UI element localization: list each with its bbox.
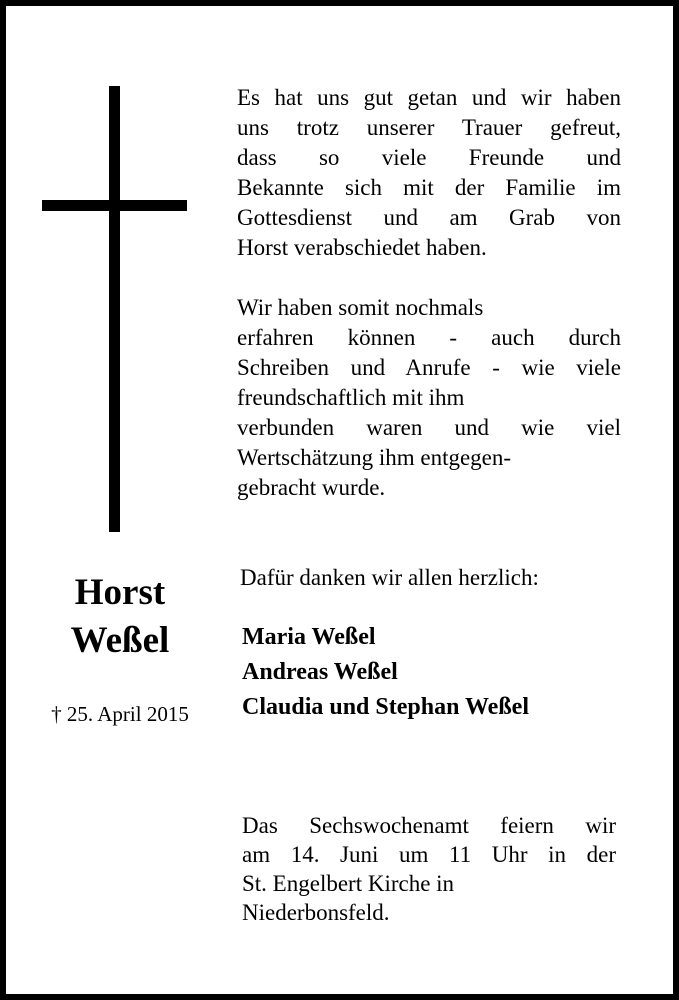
thanks-line: Dafür danken wir allen herzlich: <box>240 565 539 590</box>
text-line: Niederbonsfeld. <box>242 900 390 925</box>
text-line: Wertschätzung ihm entgegen- <box>237 445 512 470</box>
cross-vertical-bar <box>109 86 120 532</box>
text-line: freundschaftlich mit ihm <box>237 385 465 410</box>
text-line: erfahren können - auch durch <box>237 325 621 350</box>
text-line: Schreiben und Anrufe - wie viele <box>237 355 621 380</box>
text-line: St. Engelbert Kirche in <box>242 871 455 896</box>
text-line: gebracht wurde. <box>237 475 386 500</box>
text-line: Bekannte sich mit der Familie im <box>237 175 621 200</box>
text-line: Horst verabschiedet haben. <box>237 235 487 260</box>
text-line: Wir haben somit nochmals <box>237 295 484 320</box>
text-line: dass so viele Freunde und <box>237 145 621 170</box>
text-line: am 14. Juni um 11 Uhr in der <box>242 842 616 867</box>
text-line: Es hat uns gut getan und wir haben <box>237 85 621 110</box>
signer-name: Andreas Weßel <box>242 659 398 685</box>
text-line: Gottesdienst und am Grab von <box>237 205 621 230</box>
text-line: uns trotz unserer Trauer gefreut, <box>237 115 621 140</box>
text-line: Das Sechswochenamt feiern wir <box>242 813 616 838</box>
signer-name: Maria Weßel <box>242 624 376 650</box>
deceased-first-name: Horst <box>74 572 166 613</box>
cross-horizontal-bar <box>42 200 187 211</box>
signer-name: Claudia und Stephan Weßel <box>242 694 530 720</box>
death-date: † 25. April 2015 <box>51 702 189 726</box>
text-line: verbunden waren und wie viel <box>237 415 621 440</box>
deceased-last-name: Weßel <box>70 620 170 661</box>
